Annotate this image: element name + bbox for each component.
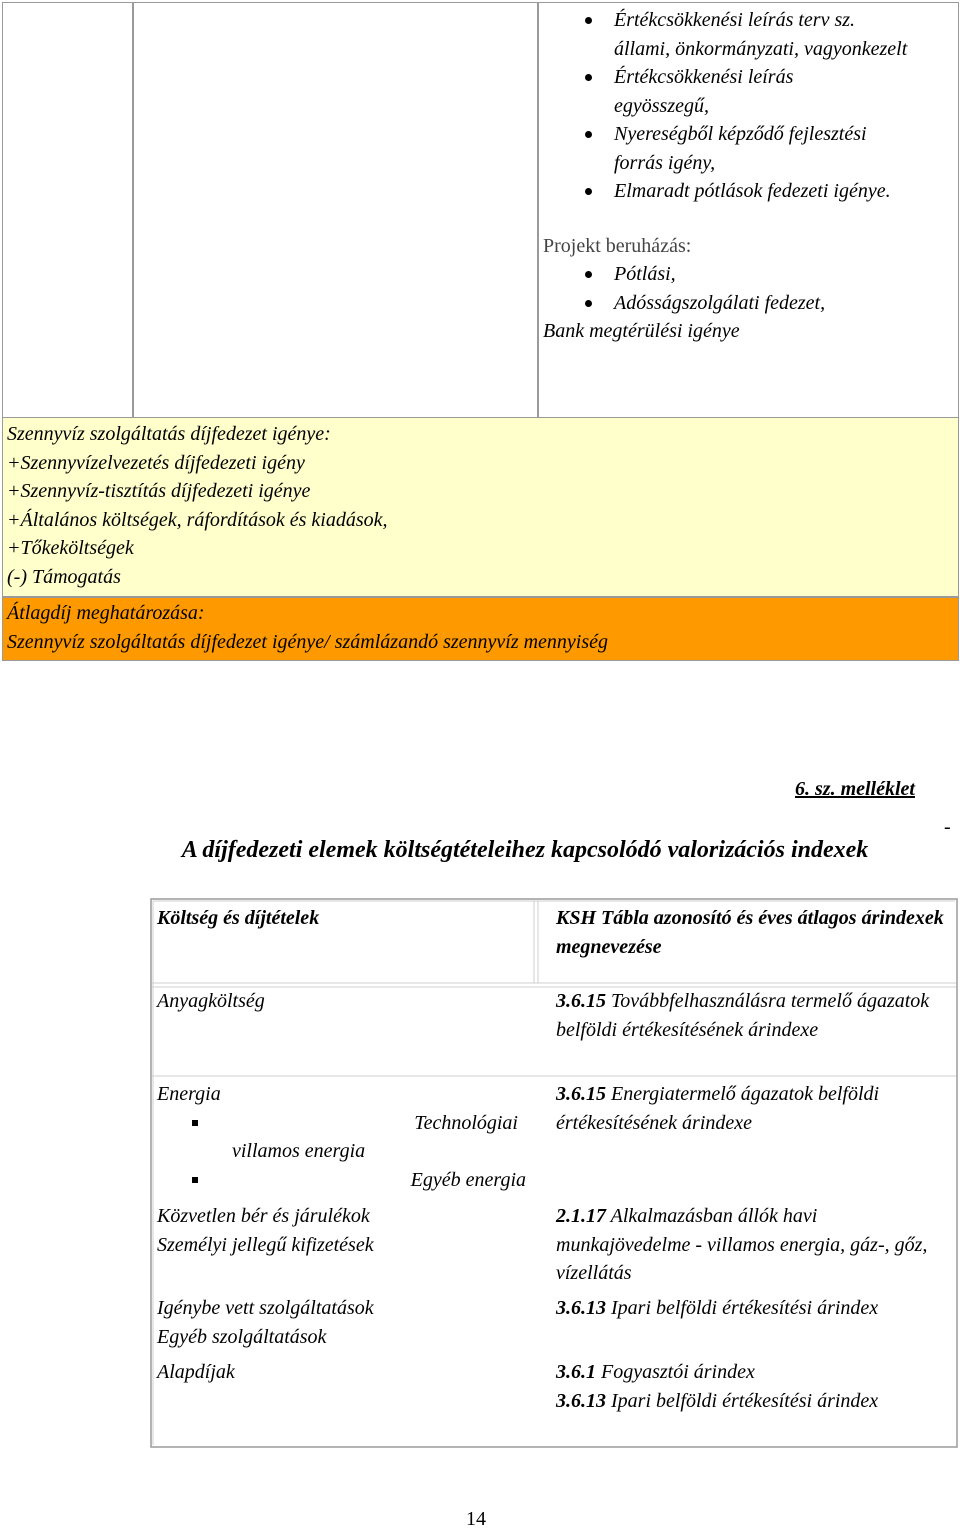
empty-cell-left [2,2,133,419]
table-row-right [556,1080,951,1137]
average-fee-box [2,597,959,661]
annex-dash: - [944,816,951,838]
table-row-left [157,1294,527,1351]
depreciation-bullet-list [539,6,958,206]
table-row-left: Energia [157,1083,221,1105]
cost-item: Igénybe vett szolgáltatások [157,1297,374,1319]
annex-label: 6. sz. melléklet [795,778,915,800]
list-item [150,1166,527,1195]
requirement-line: Szennyvíz szolgáltatás díjfedezet igénye: [7,423,331,445]
project-bullet-list [539,260,958,317]
annex-title: A díjfedezeti elemek költségtételeihez kapcsolódó valorizációs indexek [181,837,869,863]
ksh-code: 3.6.13 [556,1297,606,1319]
cost-item: Személyi jellegű kifizetések [157,1233,374,1256]
average-fee-heading: Átlagdíj meghatározása: [7,602,205,624]
ksh-index-line [556,1387,951,1416]
table-row-left: Anyagköltség [157,990,265,1012]
table-row-right [556,987,951,1044]
cost-item: Egyéb szolgáltatások [157,1325,327,1348]
ksh-code: 3.6.15 [556,990,606,1012]
sub-item-tech-electricity-2: villamos energia [232,1140,366,1162]
table-row-right [556,1202,951,1288]
empty-cell-middle [133,2,538,419]
requirement-line: +Szennyvízelvezetés díjfedezeti igény [7,451,305,474]
investment-sources-cell [538,2,959,419]
page-number: 14 [466,1508,486,1530]
ksh-code: 3.6.15 [556,1083,606,1105]
ksh-text: Alkalmazásban állók havi munkajövedelme - villamos energia, gáz-, gőz, vízellátás [556,1205,928,1284]
requirement-line: (-) Támogatás [7,565,121,588]
fee-requirement-box [2,417,959,597]
bank-return-line: Bank megtérülési igénye [543,320,740,342]
requirement-line: +Általános költségek, ráfordítások és kiadások, [7,508,388,531]
list-item: Pótlási, [539,260,958,289]
header-cost-items: Költség és díjtételek [157,907,320,929]
list-item: Adósságszolgálati fedezet, [539,289,958,318]
list-item: Értékcsökkenési leírás terv sz. állami, önkormányzati, vagyonkezelt [539,6,914,63]
list-item: Nyereségből képződő fejlesztési forrás igény, [539,120,914,177]
table-row-left: Alapdíjak [157,1361,235,1383]
ksh-index-line [556,1358,951,1387]
list-item: Elmaradt pótlások fedezeti igénye. [539,177,894,206]
ksh-code: 3.6.13 [556,1389,606,1412]
ksh-text: Fogyasztói árindex [601,1361,755,1383]
sub-item-other-energy: Egyéb energia [410,1169,526,1191]
table-row-right [556,1294,951,1323]
valorization-index-table [150,898,958,1448]
project-investment-heading: Projekt beruházás: [543,234,692,257]
list-item [150,1109,527,1166]
ksh-text: Ipari belföldi értékesítési árindex [611,1297,879,1319]
requirement-line: +Tőkeköltségek [7,537,134,559]
average-fee-formula: Szennyvíz szolgáltatás díjfedezet igénye/ számlázandó szennyvíz mennyiség [7,630,609,653]
sub-item-tech-electricity-1: Technológiai [414,1112,518,1134]
ksh-text: Továbbfelhasználásra termelő ágazatok belföldi értékesítésének árindexe [556,990,930,1041]
cost-item: Közvetlen bér és járulékok [157,1205,370,1227]
ksh-text: Energiatermelő ágazatok belföldi értékesítésének árindexe [556,1083,880,1134]
table-row-right [556,1358,951,1415]
ksh-code: 2.1.17 [556,1205,606,1227]
header-ksh-index: KSH Tábla azonosító és éves átlagos árindexek megnevezése [556,907,944,958]
flow-diagram-table [0,0,960,661]
table-row-left [157,1202,527,1259]
requirement-line: +Szennyvíz-tisztítás díjfedezeti igénye [7,480,311,502]
ksh-code: 3.6.1 [556,1361,596,1383]
list-item: Értékcsökkenési leírás egyösszegű, [539,63,854,120]
ksh-text: Ipari belföldi értékesítési árindex [611,1389,879,1412]
